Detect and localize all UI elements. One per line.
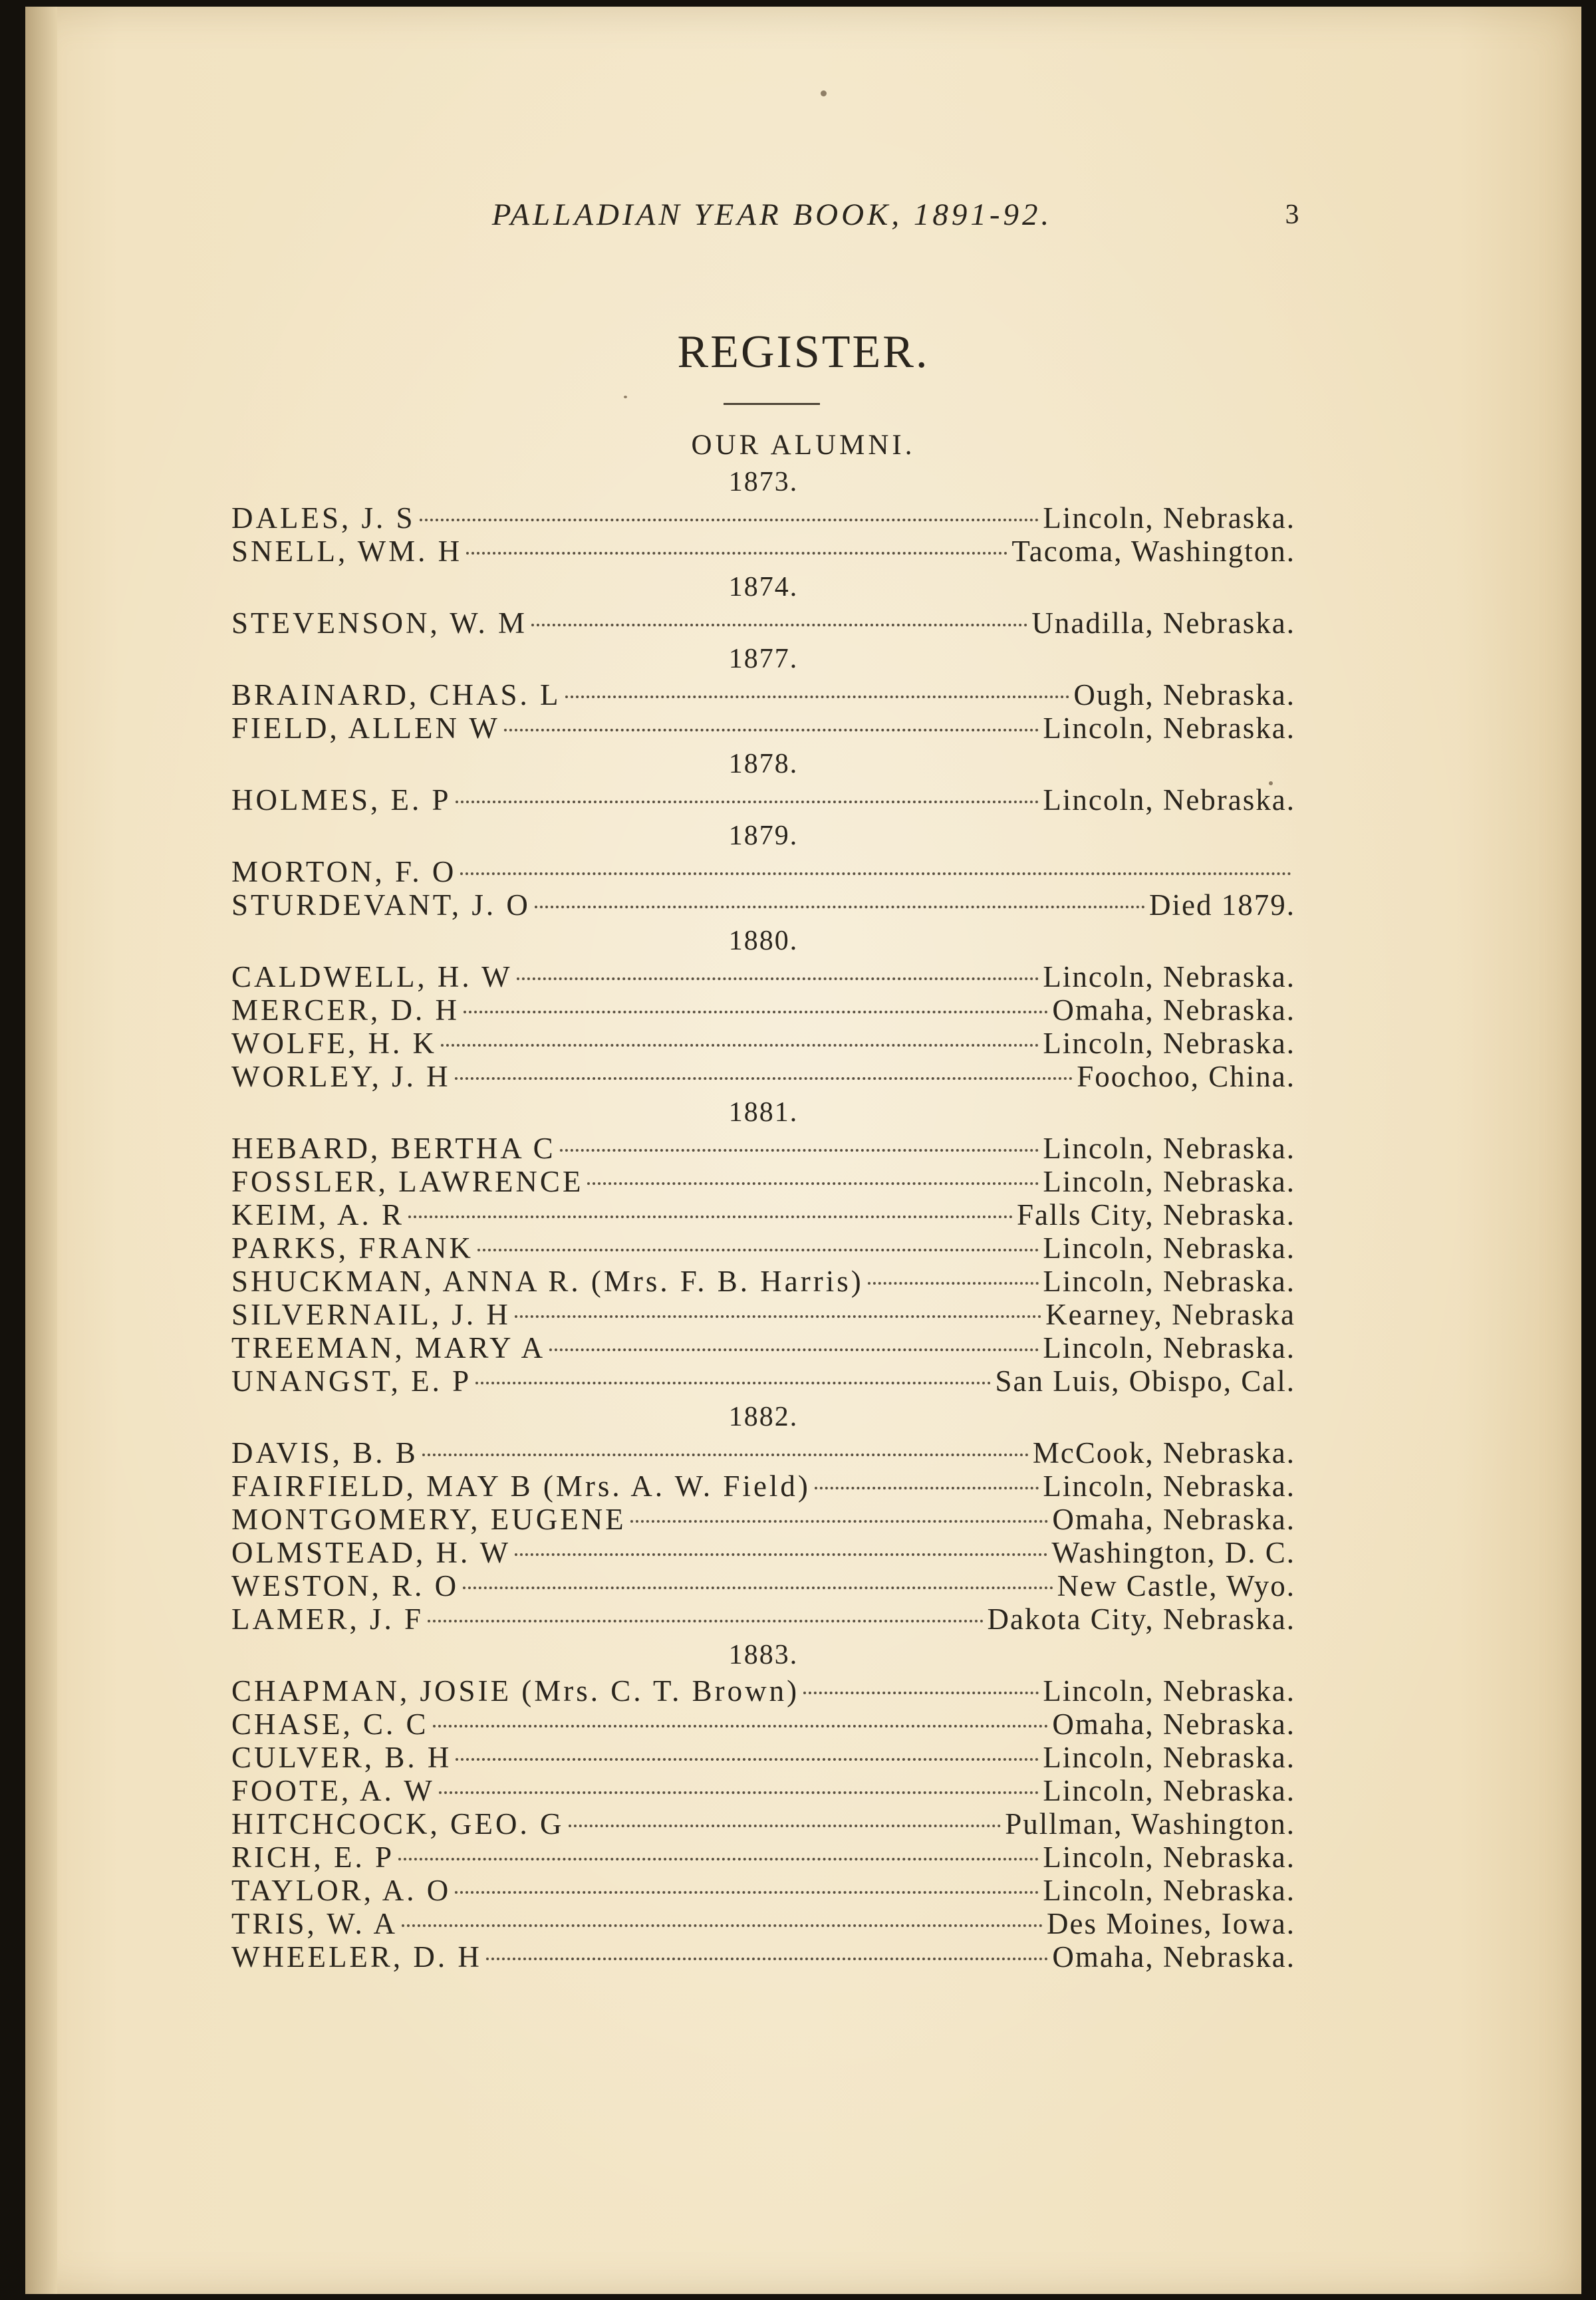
alumni-name: CHAPMAN, JOSIE (Mrs. C. T. Brown) [231, 1674, 800, 1708]
alumni-location: Lincoln, Nebraska. [1043, 1469, 1295, 1503]
alumni-location: New Castle, Wyo. [1057, 1569, 1295, 1602]
alumni-entry [231, 783, 1295, 817]
section-title: OUR ALUMNI. [691, 430, 916, 461]
alumni-location: Washington, D. C. [1051, 1536, 1295, 1569]
alumni-entry [231, 1165, 1295, 1198]
alumni-entry [231, 1503, 1295, 1536]
alumni-name: STURDEVANT, J. O [231, 888, 531, 922]
alumni-name: WORLEY, J. H [231, 1060, 451, 1093]
dot-leader [531, 624, 1027, 626]
alumni-entry [231, 606, 1295, 640]
alumni-entry [231, 501, 1295, 535]
alumni-location: McCook, Nebraska. [1032, 1436, 1295, 1469]
alumni-location: Lincoln, Nebraska. [1043, 1674, 1295, 1708]
alumni-location: Lincoln, Nebraska. [1043, 501, 1295, 535]
alumni-entry [231, 1807, 1295, 1841]
alumni-name: HITCHCOCK, GEO. G [231, 1807, 565, 1841]
alumni-location: Pullman, Washington. [1005, 1807, 1295, 1841]
alumni-name: FAIRFIELD, MAY B (Mrs. A. W. Field) [231, 1469, 811, 1503]
alumni-name: CALDWELL, H. W [231, 960, 513, 993]
year-group [231, 817, 1295, 922]
year-heading: 1879. [728, 821, 799, 851]
dot-leader [815, 1487, 1039, 1489]
alumni-location: Omaha, Nebraska. [1052, 993, 1295, 1027]
dot-leader [455, 1077, 1073, 1080]
alumni-location: Died 1879. [1149, 888, 1295, 922]
dot-leader [456, 801, 1039, 803]
alumni-entry [231, 1874, 1295, 1907]
dot-leader [515, 1315, 1041, 1318]
alumni-location: Lincoln, Nebraska. [1043, 1231, 1295, 1265]
dot-leader [517, 977, 1039, 980]
alumni-name: LAMER, J. F [231, 1602, 424, 1636]
dot-leader [433, 1725, 1049, 1727]
dot-leader [420, 519, 1039, 521]
year-heading: 1878. [728, 749, 799, 779]
running-title: PALLADIAN YEAR BOOK, 1891-92. [491, 197, 1053, 232]
dot-leader [398, 1858, 1039, 1860]
alumni-name: SHUCKMAN, ANNA R. (Mrs. F. B. Harris) [231, 1265, 864, 1298]
alumni-entry [231, 678, 1295, 711]
alumni-location: Des Moines, Iowa. [1047, 1907, 1295, 1940]
alumni-name: CHASE, C. C [231, 1708, 429, 1741]
alumni-name: DALES, J. S [231, 501, 416, 535]
alumni-entry [231, 993, 1295, 1027]
dot-leader [535, 906, 1145, 908]
alumni-location: Lincoln, Nebraska. [1043, 1132, 1295, 1165]
alumni-entry [231, 535, 1295, 568]
alumni-name: RICH, E. P [231, 1841, 395, 1874]
alumni-location: Ough, Nebraska. [1073, 678, 1295, 711]
book-page [25, 7, 1581, 2294]
heading-rule [724, 403, 820, 405]
alumni-name: FOSSLER, LAWRENCE [231, 1165, 584, 1198]
dot-leader [475, 1382, 991, 1384]
dot-leader [477, 1249, 1039, 1251]
alumni-entry [231, 1298, 1295, 1331]
alumni-name: STEVENSON, W. M [231, 606, 528, 640]
alumni-entry [231, 1708, 1295, 1741]
dot-leader [460, 872, 1291, 875]
alumni-entry [231, 1331, 1295, 1364]
year-group [231, 922, 1295, 1093]
year-heading: 1877. [728, 644, 799, 674]
register-heading: REGISTER. [677, 326, 930, 378]
alumni-location: Omaha, Nebraska. [1052, 1708, 1295, 1741]
alumni-name: SNELL, WM. H [231, 535, 463, 568]
dot-leader [569, 1825, 1001, 1827]
alumni-location: Kearney, Nebraska [1045, 1298, 1295, 1331]
dot-leader [463, 1587, 1053, 1589]
year-heading: 1882. [728, 1402, 799, 1432]
year-heading: 1880. [728, 926, 799, 956]
dot-leader [456, 1758, 1039, 1761]
alumni-name: TREEMAN, MARY A [231, 1331, 546, 1364]
alumni-location: Omaha, Nebraska. [1052, 1503, 1295, 1536]
alumni-entry [231, 711, 1295, 745]
alumni-location: Lincoln, Nebraska. [1043, 1841, 1295, 1874]
alumni-entry [231, 888, 1295, 922]
dot-leader [565, 696, 1070, 698]
alumni-name: WHEELER, D. H [231, 1940, 482, 1974]
dot-leader [630, 1520, 1049, 1523]
dot-leader [560, 1149, 1039, 1152]
year-heading: 1881. [728, 1097, 799, 1128]
alumni-entry [231, 1907, 1295, 1940]
year-group [231, 640, 1295, 745]
alumni-entry [231, 1841, 1295, 1874]
alumni-location: Tacoma, Washington. [1011, 535, 1295, 568]
alumni-location: Dakota City, Nebraska. [987, 1602, 1295, 1636]
dot-leader [549, 1348, 1039, 1351]
alumni-entry [231, 1364, 1295, 1398]
year-group [231, 568, 1295, 640]
alumni-entry [231, 960, 1295, 993]
alumni-entry [231, 1231, 1295, 1265]
alumni-location: Lincoln, Nebraska. [1043, 1027, 1295, 1060]
alumni-location: Falls City, Nebraska. [1016, 1198, 1295, 1231]
running-head [25, 195, 1581, 235]
alumni-name: TRIS, W. A [231, 1907, 398, 1940]
alumni-name: MORTON, F. O [231, 855, 457, 888]
alumni-location: Lincoln, Nebraska. [1043, 1331, 1295, 1364]
dot-leader [428, 1620, 983, 1622]
dot-leader [402, 1924, 1043, 1927]
year-group [231, 463, 1295, 568]
year-group [231, 1093, 1295, 1398]
dot-leader [466, 552, 1007, 555]
alumni-location: Foochoo, China. [1077, 1060, 1295, 1093]
dot-leader [587, 1182, 1039, 1185]
alumni-register [231, 463, 1295, 1974]
alumni-name: HEBARD, BERTHA C [231, 1132, 556, 1165]
alumni-location: Lincoln, Nebraska. [1043, 783, 1295, 817]
alumni-name: MONTGOMERY, EUGENE [231, 1503, 626, 1536]
alumni-entry [231, 855, 1295, 888]
alumni-entry [231, 1027, 1295, 1060]
alumni-name: HOLMES, E. P [231, 783, 452, 817]
alumni-name: OLMSTEAD, H. W [231, 1536, 511, 1569]
dot-leader [464, 1011, 1048, 1013]
year-heading: 1874. [728, 572, 799, 602]
dot-leader [439, 1791, 1039, 1794]
year-group [231, 1398, 1295, 1636]
year-group [231, 745, 1295, 817]
alumni-location: Lincoln, Nebraska. [1043, 711, 1295, 745]
alumni-location: Lincoln, Nebraska. [1043, 1874, 1295, 1907]
dot-leader [422, 1454, 1029, 1456]
dot-leader [803, 1692, 1039, 1694]
alumni-entry [231, 1060, 1295, 1093]
alumni-entry [231, 1774, 1295, 1807]
alumni-name: PARKS, FRANK [231, 1231, 473, 1265]
alumni-entry [231, 1436, 1295, 1469]
alumni-name: SILVERNAIL, J. H [231, 1298, 511, 1331]
paper-speck [821, 90, 827, 96]
alumni-location: San Luis, Obispo, Cal. [995, 1364, 1295, 1398]
dot-leader [504, 729, 1039, 731]
dot-leader [455, 1891, 1039, 1894]
paper-speck [624, 396, 627, 398]
alumni-location: Lincoln, Nebraska. [1043, 1774, 1295, 1807]
alumni-entry [231, 1674, 1295, 1708]
alumni-entry [231, 1536, 1295, 1569]
alumni-entry [231, 1198, 1295, 1231]
alumni-entry [231, 1469, 1295, 1503]
year-heading: 1873. [728, 467, 799, 497]
dot-leader [486, 1958, 1048, 1960]
alumni-entry [231, 1741, 1295, 1774]
alumni-entry [231, 1940, 1295, 1974]
alumni-name: UNANGST, E. P [231, 1364, 472, 1398]
dot-leader [408, 1215, 1013, 1218]
alumni-location: Unadilla, Nebraska. [1031, 606, 1295, 640]
alumni-name: BRAINARD, CHAS. L [231, 678, 561, 711]
alumni-name: TAYLOR, A. O [231, 1874, 452, 1907]
alumni-location: Omaha, Nebraska. [1052, 1940, 1295, 1974]
alumni-name: WOLFE, H. K [231, 1027, 437, 1060]
alumni-entry [231, 1602, 1295, 1636]
year-group [231, 1636, 1295, 1974]
dot-leader [868, 1282, 1039, 1285]
page-number: 3 [1285, 199, 1299, 230]
alumni-location: Lincoln, Nebraska. [1043, 1165, 1295, 1198]
alumni-name: FOOTE, A. W [231, 1774, 435, 1807]
alumni-name: DAVIS, B. B [231, 1436, 418, 1469]
alumni-entry [231, 1265, 1295, 1298]
alumni-location: Lincoln, Nebraska. [1043, 1741, 1295, 1774]
year-heading: 1883. [728, 1640, 799, 1670]
alumni-location: Lincoln, Nebraska. [1043, 1265, 1295, 1298]
dot-leader [515, 1553, 1047, 1556]
alumni-entry [231, 1132, 1295, 1165]
alumni-name: MERCER, D. H [231, 993, 460, 1027]
alumni-name: WESTON, R. O [231, 1569, 460, 1602]
alumni-entry [231, 1569, 1295, 1602]
alumni-name: FIELD, ALLEN W [231, 711, 500, 745]
alumni-name: KEIM, A. R [231, 1198, 405, 1231]
dot-leader [441, 1044, 1039, 1047]
alumni-name: CULVER, B. H [231, 1741, 452, 1774]
alumni-location: Lincoln, Nebraska. [1043, 960, 1295, 993]
